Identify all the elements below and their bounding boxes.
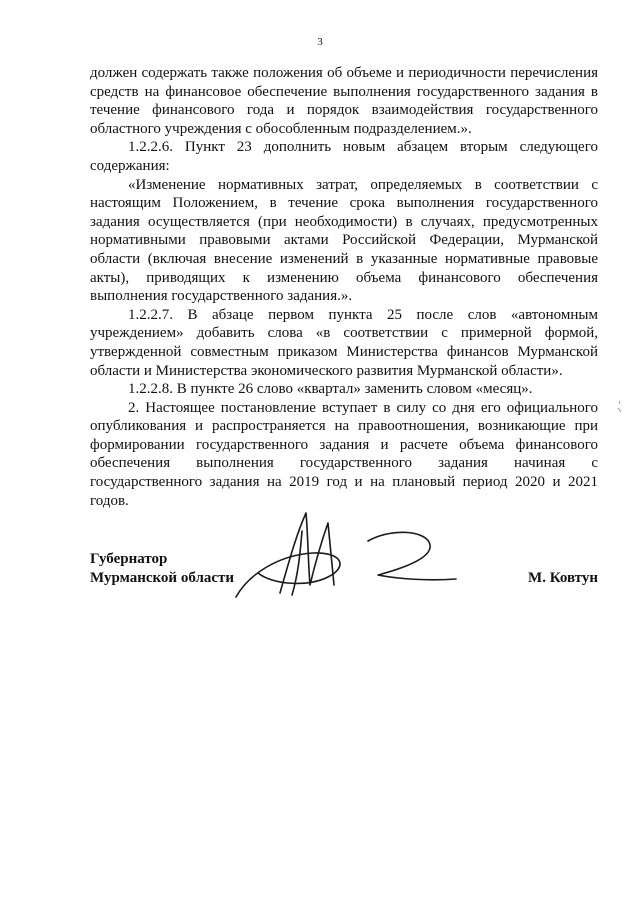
paragraph: 1.2.2.8. В пункте 26 слово «квартал» заменить словом «месяц». bbox=[128, 381, 533, 398]
signature-block bbox=[90, 550, 598, 610]
paragraph: 1.2.2.6. Пункт 23 дополнить новым абзацем вторым следующего содержания: bbox=[90, 139, 598, 174]
position-line: Губернатор bbox=[90, 551, 168, 567]
document-body bbox=[90, 64, 598, 510]
paragraph: 1.2.2.7. В абзаце первом пункта 25 после слов «автономным учреждением» добавить слова «в соответствии с примерной формой, утвержденной совместным приказом Министерства финансов Мурманской области и Министерства экономического развития Мурманской области». bbox=[90, 306, 598, 379]
margin-mark bbox=[616, 400, 624, 414]
position-line: Мурманской области bbox=[90, 569, 235, 586]
page-number: 3 bbox=[317, 36, 323, 48]
signatory-name: М. Ковтун bbox=[528, 570, 598, 586]
paragraph: 2. Настоящее постановление вступает в силу со дня его официального опубликования и распространяется на правоотношения, возникающие при формировании государственного задания и расчете объема финансового обеспечения выполнения государственного задания начиная с государственного задания на 2019 год и на плановый период 2020 и 2021 годов. bbox=[90, 399, 598, 509]
paragraph: «Изменение нормативных затрат, определяемых в соответствии с настоящим Положением, в течение срока выполнения государственного задания осуществляется (при необходимости) в случаях, предусмотренных нормативными правовыми актами Российской Федерации, Мурманской области (включая внесение изменений в указанные нормативные правовые акты), приводящих к изменению объема финансового обеспечения выполнения государственного задания.». bbox=[90, 176, 598, 305]
signatory-position bbox=[90, 550, 234, 587]
paragraph: должен содержать также положения об объеме и периодичности перечисления средств на финансовое обеспечение выполнения государственного задания в течение финансового года и порядок взаимодействия государственного областного учреждения с обособленным подразделением.». bbox=[90, 65, 598, 137]
